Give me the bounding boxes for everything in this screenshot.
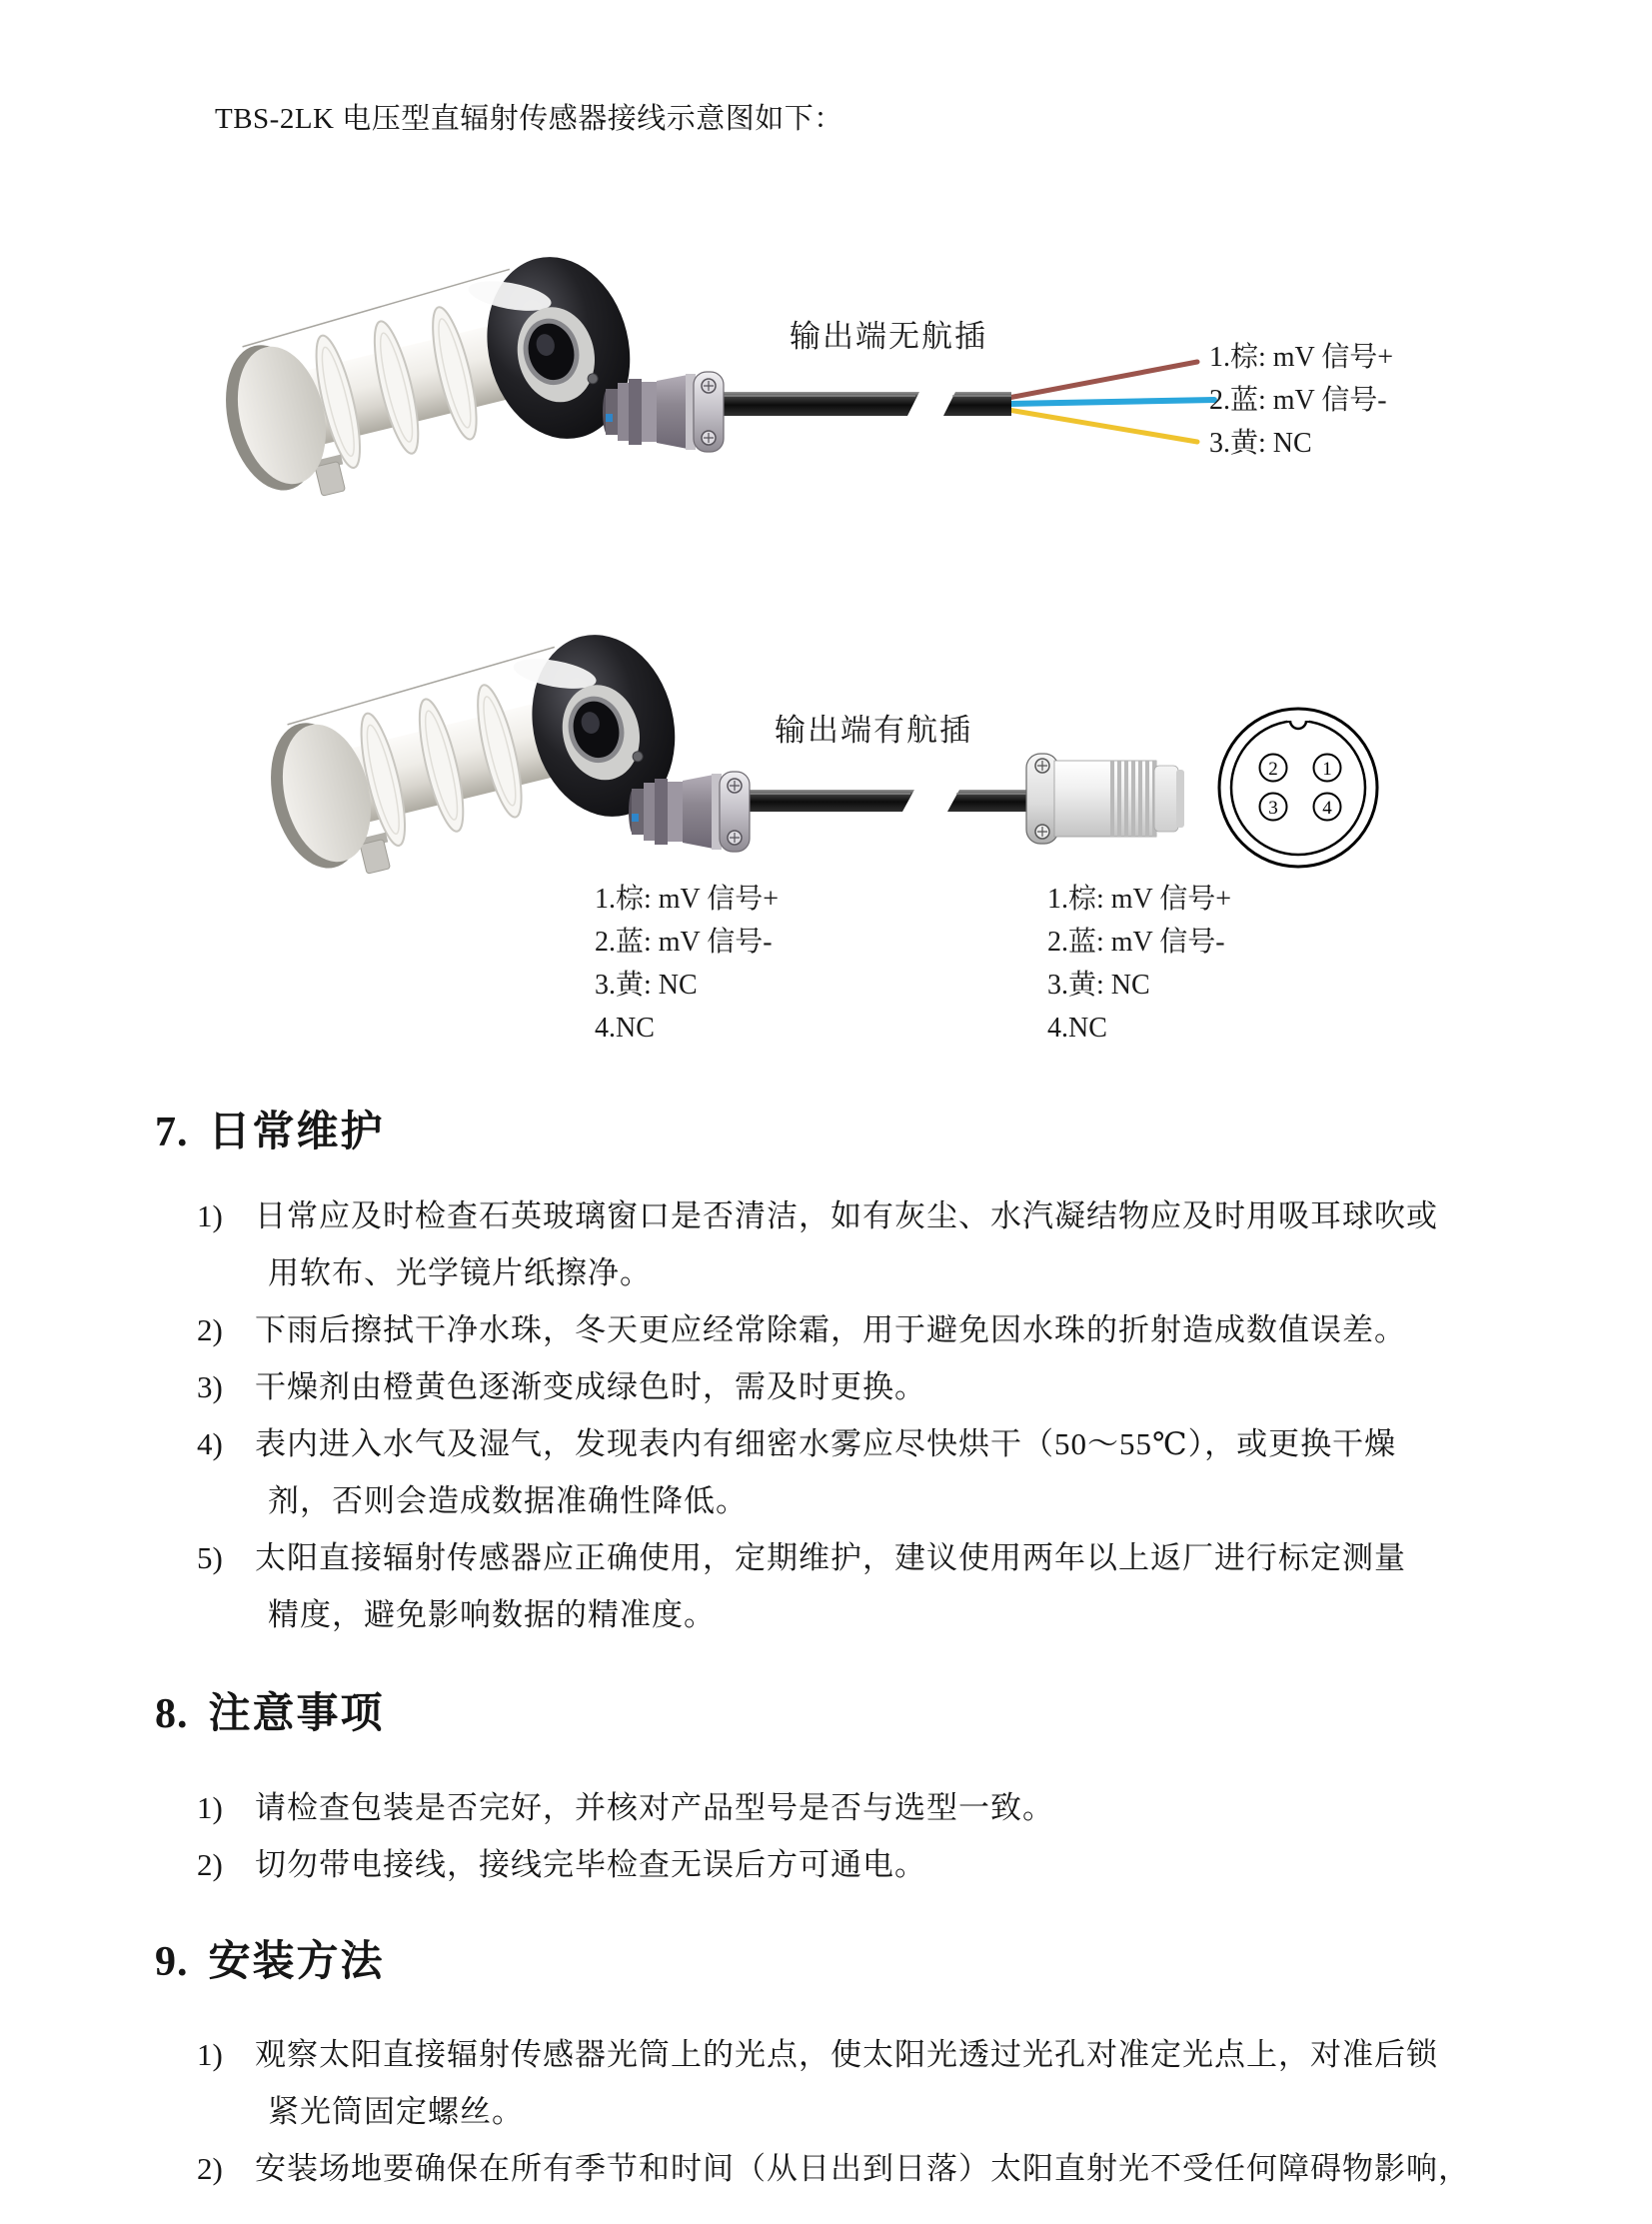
wire-label: 3.黄: NC <box>1209 428 1312 459</box>
wire-yellow <box>1008 410 1197 442</box>
pin-1-label: 1 <box>1322 759 1332 780</box>
diagram2-left-wire-labels <box>595 878 779 1050</box>
item-number: 2) <box>197 1847 223 1882</box>
wire-label: 2.蓝: mV 信号- <box>1047 927 1225 958</box>
item-number: 2) <box>197 1312 223 1347</box>
section-number: 8. <box>155 1691 189 1737</box>
section-heading-7 <box>155 1110 385 1155</box>
list-item <box>197 2140 1546 2197</box>
list-item <box>197 1529 1546 1643</box>
item-number: 4) <box>197 1426 223 1461</box>
cable-assembly-graphic-1 <box>585 340 1224 460</box>
section-heading-8 <box>155 1691 385 1737</box>
item-line: 切勿带电接线，接线完毕检查无误后方可通电。 <box>255 1847 926 1882</box>
wire-label: 1.棕: mV 信号+ <box>1047 884 1232 915</box>
wire-label: 1.棕: mV 信号+ <box>1209 342 1394 373</box>
list-item <box>197 1187 1546 1301</box>
item-number: 1) <box>197 1790 223 1825</box>
wire-label: 4.NC <box>1047 1013 1107 1044</box>
item-line: 用软布、光学镜片纸擦净。 <box>268 1255 652 1290</box>
wire-label: 3.黄: NC <box>1047 970 1150 1001</box>
item-line: 紧光筒固定螺丝。 <box>268 2094 524 2129</box>
section-7-list <box>197 1187 1546 1643</box>
item-line: 精度，避免影响数据的精准度。 <box>268 1597 716 1632</box>
diagram1-caption: 输出端无航插 <box>790 319 987 354</box>
item-line: 日常应及时检查石英玻璃窗口是否清洁，如有灰尘、水汽凝结物应及时用吸耳球吹或 <box>255 1198 1438 1233</box>
wire-brown <box>1008 362 1197 398</box>
wire-label: 1.棕: mV 信号+ <box>595 884 780 915</box>
list-item <box>197 1358 1546 1415</box>
aviation-plug-graphic <box>1026 754 1184 844</box>
section-title: 日常维护 <box>208 1110 385 1155</box>
list-item <box>197 1836 1546 1893</box>
wire-label: 4.NC <box>595 1013 655 1044</box>
item-line: 干燥剂由橙黄色逐渐变成绿色时，需及时更换。 <box>255 1369 926 1404</box>
item-line: 下雨后擦拭干净水珠，冬天更应经常除霜，用于避免因水珠的折射造成数值误差。 <box>255 1312 1406 1347</box>
pin-2-label: 2 <box>1268 759 1278 780</box>
list-item <box>197 2026 1546 2140</box>
section-number: 9. <box>155 1939 189 1985</box>
list-item <box>197 1301 1546 1358</box>
cable-assembly-graphic-2 <box>615 740 1214 860</box>
item-number: 2) <box>197 2151 223 2186</box>
section-number: 7. <box>155 1110 189 1155</box>
pin-3-label: 3 <box>1268 798 1278 819</box>
list-item <box>197 1415 1546 1529</box>
diagram2-right-wire-labels <box>1047 878 1231 1050</box>
section-title: 注意事项 <box>208 1691 385 1737</box>
section-title: 安装方法 <box>208 1939 385 1985</box>
sensor-connector-icon <box>603 372 724 452</box>
item-line: 剂，否则会造成数据准确性降低。 <box>268 1483 748 1518</box>
page-title: TBS-2LK 电压型直辐射传感器接线示意图如下： <box>215 103 843 135</box>
item-line: 太阳直接辐射传感器应正确使用，定期维护，建议使用两年以上返厂进行标定测量 <box>255 1540 1406 1575</box>
item-number: 1) <box>197 2037 223 2072</box>
sensor-connector-icon <box>629 772 750 852</box>
diagram1-wire-labels <box>1209 336 1393 465</box>
section-heading-9 <box>155 1939 385 1985</box>
wire-label: 2.蓝: mV 信号- <box>1209 385 1387 416</box>
item-number: 5) <box>197 1540 223 1575</box>
item-line: 观察太阳直接辐射传感器光筒上的光点，使太阳光透过光孔对准定光点上，对准后锁 <box>255 2037 1438 2072</box>
list-item <box>197 1779 1546 1836</box>
plug-pin-diagram <box>1211 702 1387 878</box>
item-line: 安装场地要确保在所有季节和时间（从日出到日落）太阳直射光不受任何障碍物影响， <box>255 2151 1470 2186</box>
wire-label: 2.蓝: mV 信号- <box>595 927 773 958</box>
item-line: 请检查包装是否完好，并核对产品型号是否与选型一致。 <box>255 1790 1054 1825</box>
item-number: 1) <box>197 1198 223 1233</box>
section-8-list <box>197 1779 1546 1893</box>
section-9-list <box>197 2026 1546 2197</box>
diagram2-caption: 输出端有航插 <box>775 713 972 748</box>
item-number: 3) <box>197 1369 223 1404</box>
pin-4-label: 4 <box>1322 798 1332 819</box>
wire-label: 3.黄: NC <box>595 970 698 1001</box>
item-line: 表内进入水气及湿气，发现表内有细密水雾应尽快烘干（50～55℃），或更换干燥 <box>255 1426 1397 1461</box>
wire-blue <box>1008 400 1214 404</box>
